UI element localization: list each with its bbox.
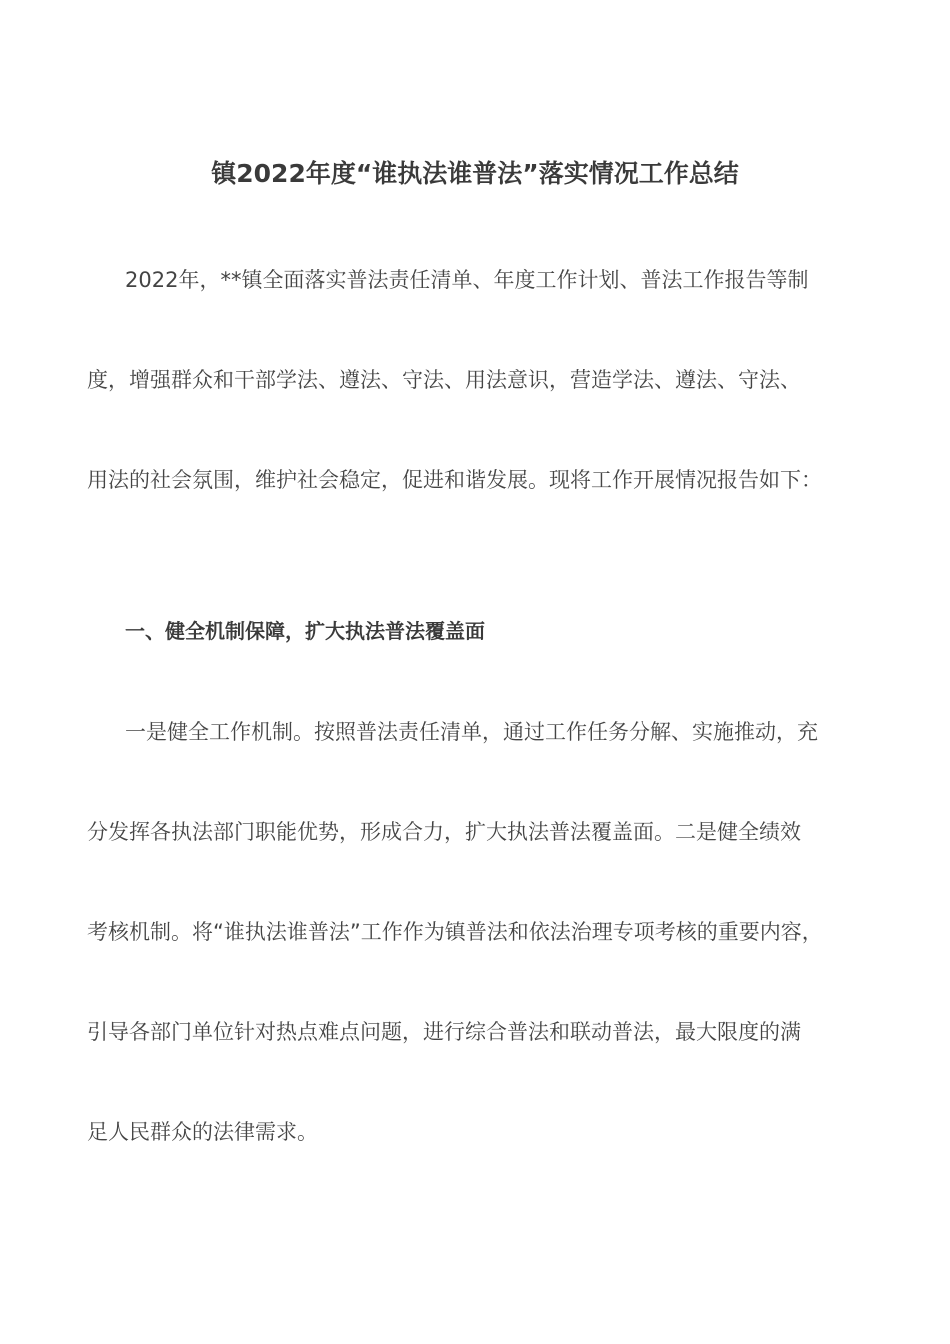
section-line-3: 考核机制。将“谁执法谁普法”工作作为镇普法和依法治理专项考核的重要内容， xyxy=(87,920,823,944)
intro-line-2: 度，增强群众和干部学法、遵法、守法、用法意识，营造学法、遵法、守法、 xyxy=(87,368,801,392)
section-line-5: 足人民群众的法律需求。 xyxy=(87,1120,318,1144)
intro-line-3: 用法的社会氛围，维护社会稳定，促进和谐发展。现将工作开展情况报告如下： xyxy=(87,468,822,492)
intro-line-1: 2022年，**镇全面落实普法责任清单、年度工作计划、普法工作报告等制 xyxy=(125,268,809,292)
section-heading: 一、健全机制保障，扩大执法普法覆盖面 xyxy=(125,619,485,643)
section-line-2: 分发挥各执法部门职能优势，形成合力，扩大执法普法覆盖面。二是健全绩效 xyxy=(87,820,801,844)
section-line-1: 一是健全工作机制。按照普法责任清单，通过工作任务分解、实施推动，充 xyxy=(125,720,818,744)
section-line-4: 引导各部门单位针对热点难点问题，进行综合普法和联动普法，最大限度的满 xyxy=(87,1020,801,1044)
document-title: 镇2022年度“谁执法谁普法”落实情况工作总结 xyxy=(211,159,739,188)
